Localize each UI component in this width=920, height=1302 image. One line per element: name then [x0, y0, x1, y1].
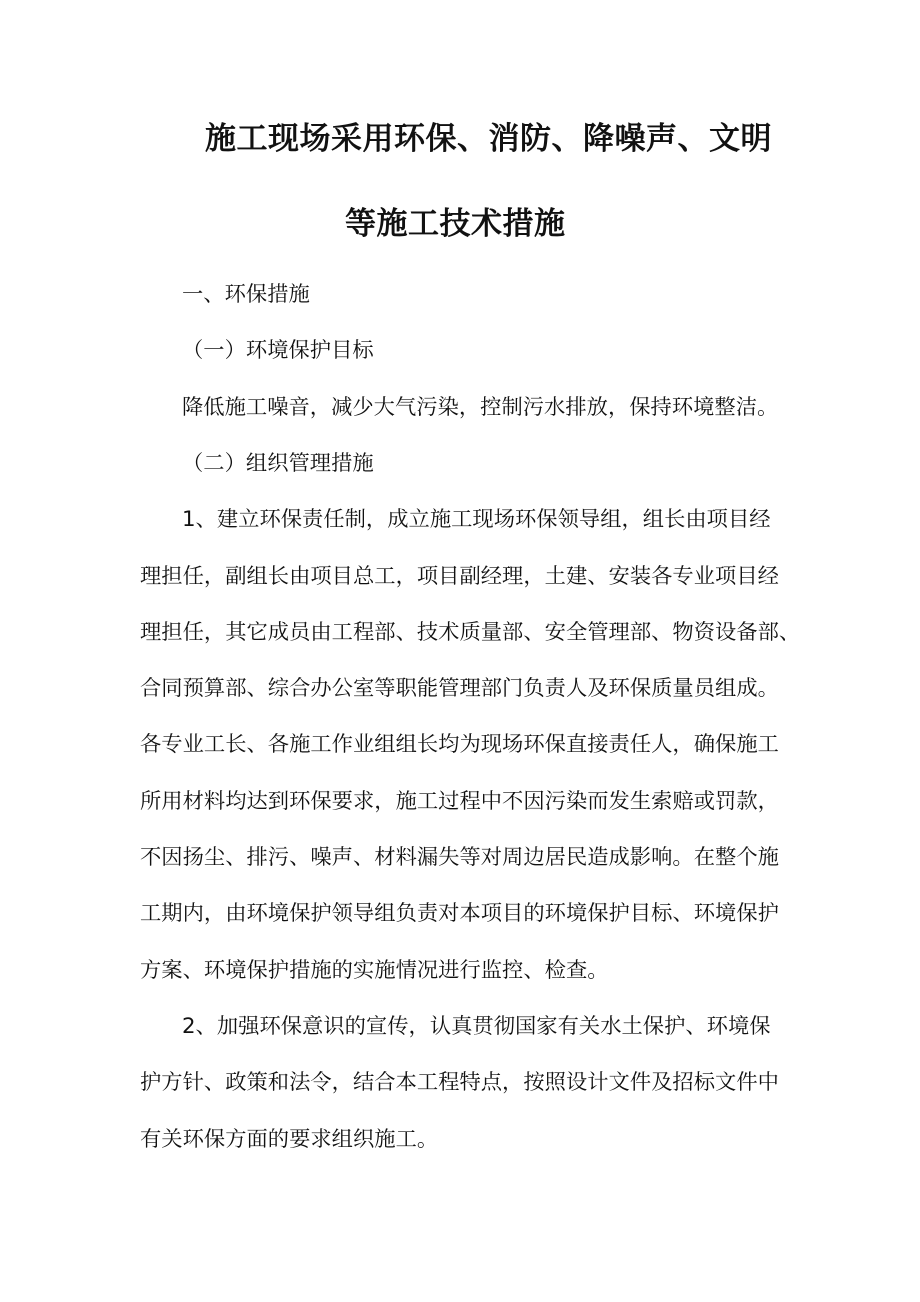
text-line: 所用材料均达到环保要求，施工过程中不因污染而发生索赔或罚款，	[140, 788, 779, 814]
document-title-line-1: 施工现场采用环保、消防、降噪声、文明	[205, 121, 772, 157]
text-line: 降低施工噪音，减少大气污染，控制污水排放，保持环境整洁。	[182, 394, 779, 420]
document-title-line-2: 等施工技术措施	[345, 206, 566, 242]
text-line: 护方针、政策和法令，结合本工程特点，按照设计文件及招标文件中	[140, 1070, 779, 1096]
text-line: 有关环保方面的要求组织施工。	[140, 1126, 439, 1152]
text-line: 理担任，其它成员由工程部、技术质量部、安全管理部、物资设备部、	[140, 619, 801, 645]
text-line: 不因扬尘、排污、噪声、材料漏失等对周边居民造成影响。在整个施	[140, 845, 779, 870]
text-line: 理担任，副组长由项目总工，项目副经理，土建、安装各专业项目经	[140, 563, 779, 589]
text-line: （二）组织管理措施	[182, 450, 374, 476]
text-line: 一、环保措施	[182, 282, 310, 307]
text-line: （一）环境保护目标	[182, 338, 374, 364]
text-line: 1、建立环保责任制，成立施工现场环保领导组，组长由项目经	[182, 507, 771, 533]
text-line: 合同预算部、综合办公室等职能管理部门负责人及环保质量员组成。	[140, 676, 779, 702]
text-line: 2、加强环保意识的宣传，认真贯彻国家有关水土保护、环境保	[182, 1013, 771, 1039]
text-line: 工期内，由环境保护领导组负责对本项目的环境保护目标、环境保护	[140, 901, 779, 927]
text-line: 方案、环境保护措施的实施情况进行监控、检查。	[140, 957, 609, 983]
text-line: 各专业工长、各施工作业组组长均为现场环保直接责任人，确保施工	[140, 732, 779, 758]
